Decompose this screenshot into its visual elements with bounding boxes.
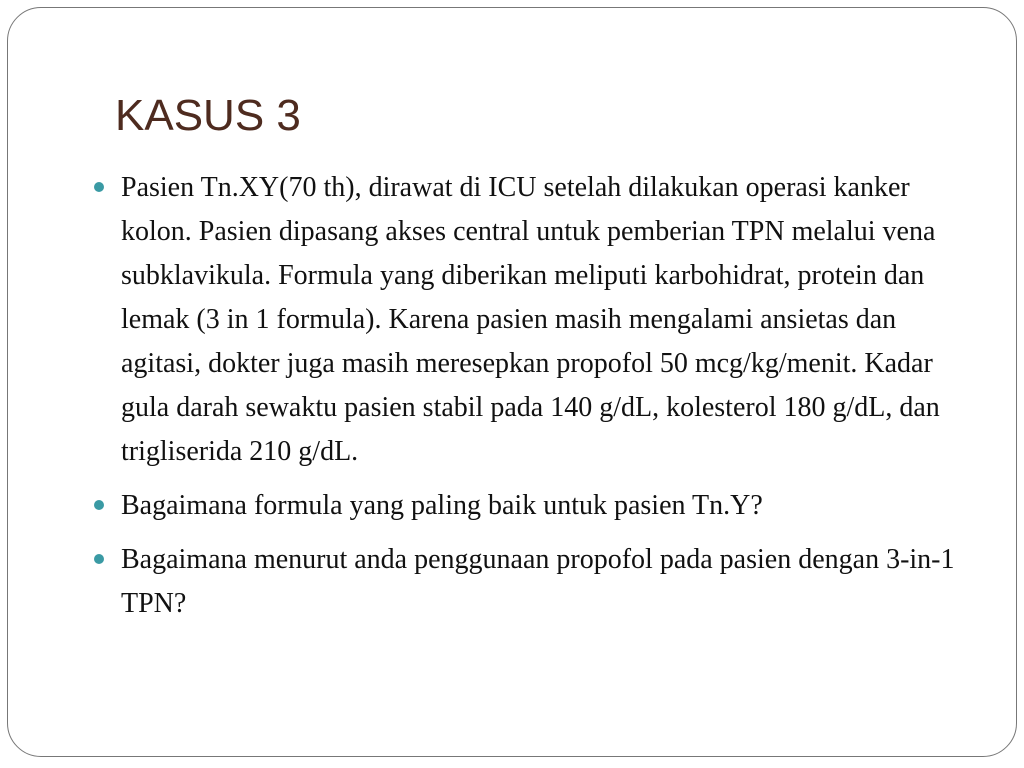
slide-title: KASUS 3 <box>115 91 301 140</box>
bullet-list <box>94 166 974 636</box>
bullet-item-question-propofol <box>94 538 974 626</box>
bullet-text: Bagaimana formula yang paling baik untuk pasien Tn.Y? <box>121 490 763 521</box>
bullet-dot-icon <box>94 182 104 192</box>
bullet-text: Bagaimana menurut anda penggunaan propofol pada pasien dengan 3-in-1 TPN? <box>121 544 955 619</box>
bullet-dot-icon <box>94 500 104 510</box>
bullet-text: Pasien Tn.XY(70 th), dirawat di ICU setelah dilakukan operasi kanker kolon. Pasien dipasang akses central untuk pemberian TPN melalui vena subklavikula. Formula yang diberikan meliputi karbohidrat, protein dan lemak (3 in 1 formula). Karena pasien masih mengalami ansietas dan agitasi, dokter juga masih meresepkan propofol 50 mcg/kg/menit. Kadar gula darah sewaktu pasien stabil pada 140 g/dL, kolesterol 180 g/dL, dan trigliserida 210 g/dL. <box>121 172 940 467</box>
bullet-dot-icon <box>94 554 104 564</box>
bullet-item-question-formula <box>94 484 974 528</box>
bullet-item-case-description <box>94 166 974 474</box>
